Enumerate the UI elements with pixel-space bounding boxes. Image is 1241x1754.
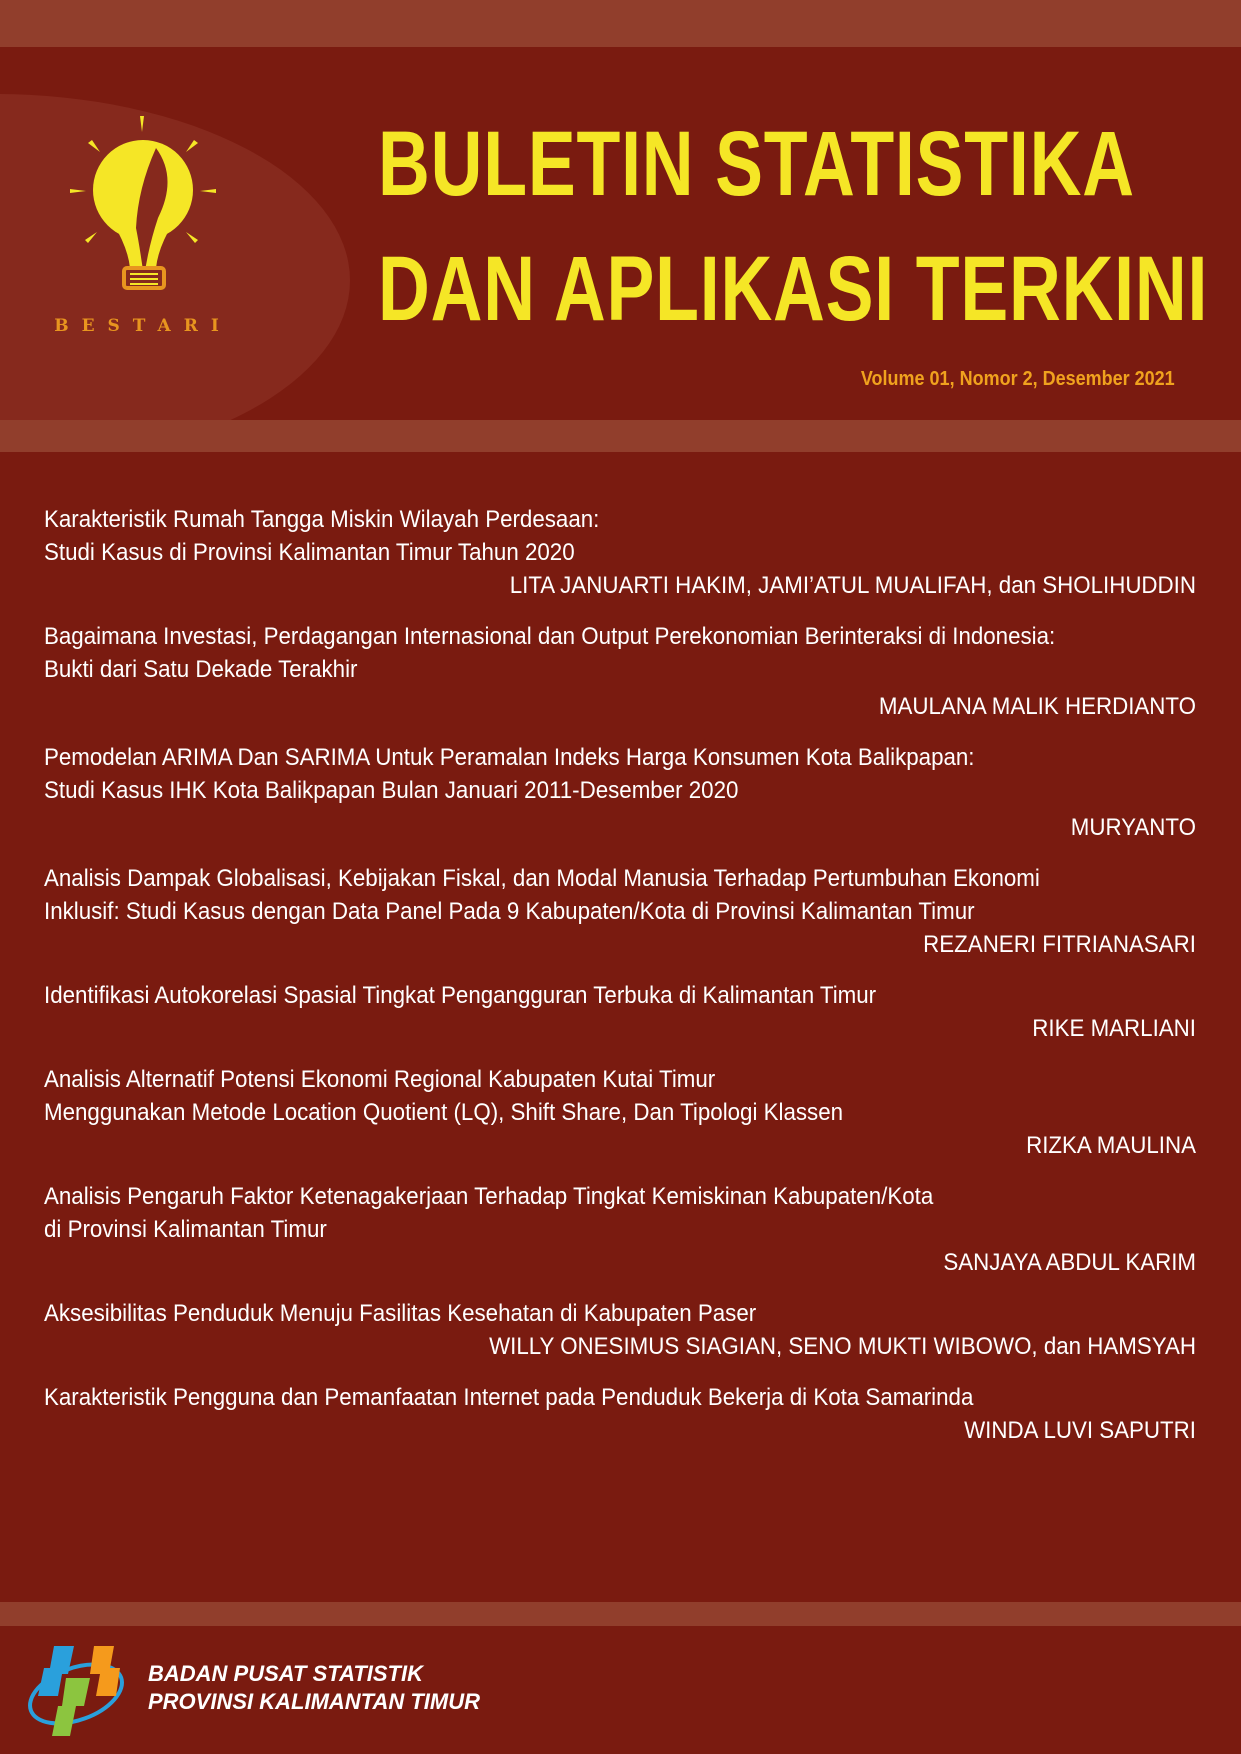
article-item	[44, 1063, 1196, 1162]
article-item	[44, 620, 1196, 723]
article-title: Inklusif: Studi Kasus dengan Data Panel Pada 9 Kabupaten/Kota di Provinsi Kalimantan Timur	[44, 898, 975, 925]
article-list	[44, 503, 1196, 1465]
article-title: Bagaimana Investasi, Perdagangan Internasional dan Output Perekonomian Berinteraksi di Indonesia:	[44, 623, 1056, 650]
journal-title-line1: BULETIN STATISTIKA	[378, 113, 1135, 215]
article-authors: WILLY ONESIMUS SIAGIAN, SENO MUKTI WIBOWO, dan HAMSYAH	[489, 1333, 1197, 1360]
article-authors: WINDA LUVI SAPUTRI	[964, 1417, 1196, 1444]
article-title: Karakteristik Pengguna dan Pemanfaatan Internet pada Penduduk Bekerja di Kota Samarinda	[44, 1384, 974, 1411]
article-title: di Provinsi Kalimantan Timur	[44, 1216, 327, 1243]
footer-band	[0, 1602, 1241, 1626]
article-authors: SANJAYA ABDUL KARIM	[943, 1249, 1196, 1276]
header-divider-band	[0, 420, 1241, 452]
article-authors: MURYANTO	[1070, 814, 1196, 841]
article-title: Analisis Alternatif Potensi Ekonomi Regional Kabupaten Kutai Timur	[44, 1066, 716, 1093]
article-authors: RIKE MARLIANI	[1032, 1015, 1196, 1042]
org-name-line2: PROVINSI KALIMANTAN TIMUR	[148, 1689, 481, 1714]
article-item	[44, 1180, 1196, 1279]
bestari-wordmark: BESTARI	[54, 316, 232, 336]
article-title: Identifikasi Autokorelasi Spasial Tingkat Pengangguran Terbuka di Kalimantan Timur	[44, 982, 877, 1009]
article-title: Studi Kasus IHK Kota Balikpapan Bulan Januari 2011-Desember 2020	[44, 777, 739, 804]
article-authors: MAULANA MALIK HERDIANTO	[878, 693, 1196, 720]
article-title: Aksesibilitas Penduduk Menuju Fasilitas Kesehatan di Kabupaten Paser	[44, 1300, 757, 1327]
article-title: Menggunakan Metode Location Quotient (LQ), Shift Share, Dan Tipologi Klassen	[44, 1099, 844, 1126]
article-title: Bukti dari Satu Dekade Terakhir	[44, 656, 358, 683]
article-item	[44, 862, 1196, 961]
article-title: Karakteristik Rumah Tangga Miskin Wilayah Perdesaan:	[44, 506, 600, 533]
top-band	[0, 0, 1241, 47]
volume-info: Volume 01, Nomor 2, Desember 2021	[861, 368, 1175, 390]
article-authors: RIZKA MAULINA	[1026, 1132, 1196, 1159]
article-title: Pemodelan ARIMA Dan SARIMA Untuk Peramalan Indeks Harga Konsumen Kota Balikpapan:	[44, 744, 975, 771]
article-title: Analisis Pengaruh Faktor Ketenagakerjaan Terhadap Tingkat Kemiskinan Kabupaten/Kota	[44, 1183, 934, 1210]
article-title: Analisis Dampak Globalisasi, Kebijakan Fiskal, dan Modal Manusia Terhadap Pertumbuhan Ekonomi	[44, 865, 1040, 892]
article-authors: LITA JANUARTI HAKIM, JAMI’ATUL MUALIFAH, dan SHOLIHUDDIN	[509, 572, 1196, 599]
article-item	[44, 503, 1196, 602]
article-authors: REZANERI FITRIANASARI	[923, 931, 1196, 958]
article-item	[44, 1297, 1196, 1363]
journal-title-line2: DAN APLIKASI TERKINI	[378, 238, 1209, 340]
article-item	[44, 979, 1196, 1045]
article-item	[44, 741, 1196, 844]
bestari-logo	[48, 108, 238, 348]
bps-logo-icon	[24, 1644, 134, 1744]
article-item	[44, 1381, 1196, 1447]
footer-org	[148, 1660, 480, 1716]
lightbulb-icon	[58, 108, 228, 308]
article-title: Studi Kasus di Provinsi Kalimantan Timur Tahun 2020	[44, 539, 575, 566]
org-name-line1: BADAN PUSAT STATISTIK	[148, 1661, 423, 1686]
